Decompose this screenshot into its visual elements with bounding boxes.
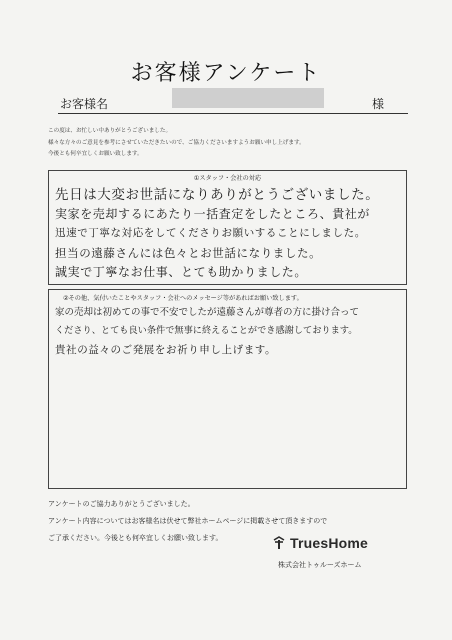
footer-line: アンケートのご協力ありがとうございました。 — [48, 500, 195, 508]
customer-name-underline — [58, 113, 408, 114]
footer-line: アンケート内容についてはお客様名は伏せて弊社ホームページに掲載させて頂きますので — [48, 517, 328, 525]
handwritten-line: 家の売却は初めての事で不安でしたが遠藤さんが尊者の方に掛け合って — [55, 307, 360, 318]
survey-title: お客様アンケート — [130, 61, 322, 86]
handwritten-line: くださり、とても良い条件で無事に終えることができ感謝しております。 — [55, 325, 358, 336]
section-message — [48, 289, 407, 489]
trues-home-logo — [272, 535, 368, 551]
logo-text: TruesHome — [290, 535, 369, 551]
handwritten-line: 迅速で丁寧な対応をしてくださりお願いすることにしました。 — [55, 227, 366, 239]
handwritten-line: 先日は大変お世話になりありがとうございました。 — [55, 187, 380, 203]
section-message-title: ②その他、気付いたことやスタッフ・会社へのメッセージ等があればお願い致します。 — [63, 295, 303, 302]
intro-text — [48, 126, 305, 161]
footer-line: ご了承ください。今後とも何卒宜しくお願い致します。 — [48, 534, 223, 542]
customer-honorific: 様 — [372, 97, 385, 111]
handwritten-line: 誠実で丁寧なお仕事、とても助かりました。 — [55, 265, 308, 279]
intro-line: 様々な方々のご意見を参考にさせていただきたいので、ご協力くださいますようお願い申し上げます。 — [48, 139, 305, 146]
section-staff-response — [48, 170, 407, 285]
handwritten-line: 担当の遠藤さんには色々とお世話になりました。 — [55, 246, 322, 260]
intro-line: 今後とも何卒宜しくお願い致します。 — [48, 151, 143, 157]
customer-name-redacted — [172, 88, 324, 108]
trues-home-logo-icon — [272, 536, 286, 550]
company-name: 株式会社トゥルーズホーム — [278, 561, 362, 569]
section-staff-response-title: ①スタッフ・会社の対応 — [193, 175, 262, 182]
handwritten-line: 実家を売却するにあたり一括査定をしたところ、貴社が — [55, 207, 371, 221]
intro-line: この度は、お忙しい中ありがとうございました。 — [48, 128, 172, 134]
customer-name-label: お客様名 — [60, 97, 109, 111]
handwritten-line: 貴社の益々のご発展をお祈り申し上げます。 — [55, 344, 277, 356]
